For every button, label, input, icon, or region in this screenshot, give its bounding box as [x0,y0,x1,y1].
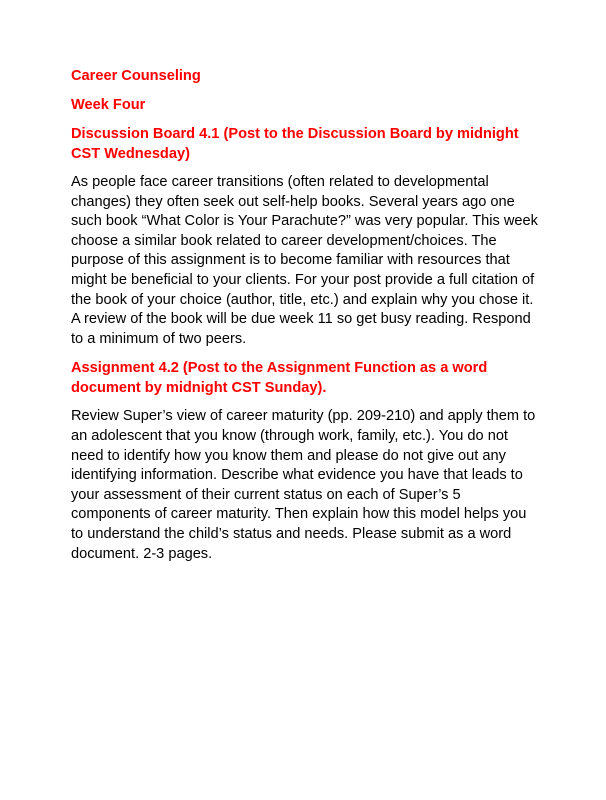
document-page [71,66,541,573]
course-title: Career Counseling [71,68,201,84]
discussion-board-heading: Discussion Board 4.1 (Post to the Discussion Board by midnight CST Wednesday) [71,126,519,162]
discussion-board-body: As people face career transitions (often related to developmental changes) they often seek out self-help books. Several years ago one such book “What Color is Your Parachute?” was very popular. This week choose a similar book related to career development/choices. The purpose of this assignment is to become familiar with resources that might be beneficial to your clients. For your post provide a full citation of the book of your choice (author, title, etc.) and explain why you chose it. A review of the book will be due week 11 so get busy reading. Respond to a minimum of two peers. [71,174,538,347]
assignment-body: Review Super’s view of career maturity (pp. 209-210) and apply them to an adolescent that you know (through work, family, etc.). You do not need to identify how you know them and please do not give out any identifying information. Describe what evidence you have that leads to your assessment of their current status on each of Super’s 5 components of career maturity. Then explain how this model helps you to understand the child’s status and needs. Please submit as a word document. 2-3 pages. [71,408,536,562]
assignment-heading: Assignment 4.2 (Post to the Assignment Function as a word document by midnight CST Sunday). [71,360,488,397]
week-title: Week Four [71,97,146,113]
